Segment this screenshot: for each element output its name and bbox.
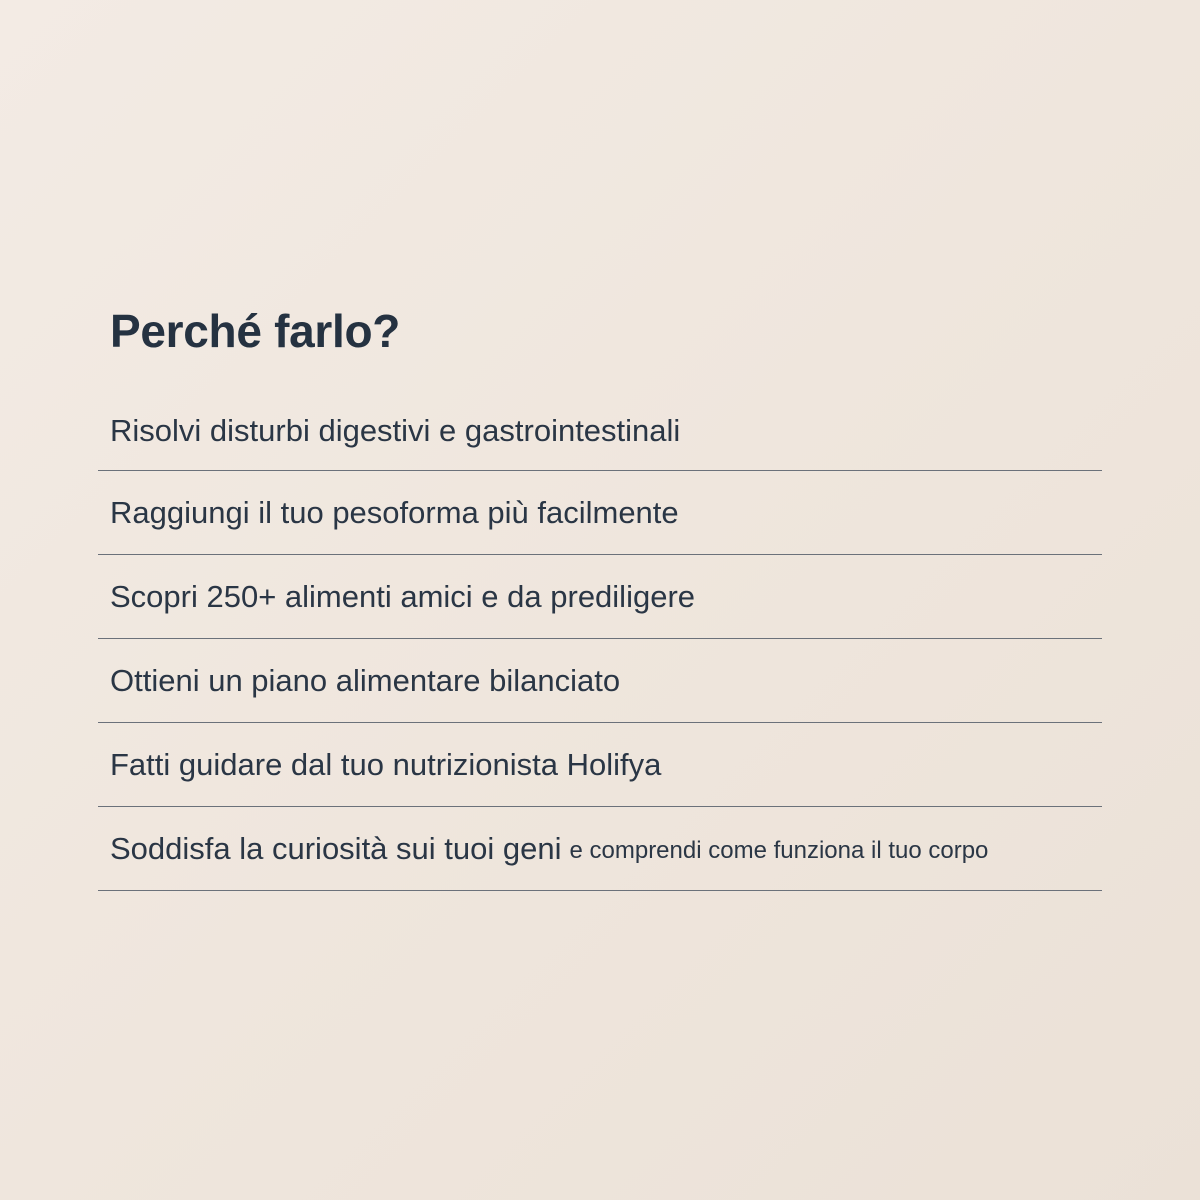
benefit-item-meal-plan <box>98 639 1102 723</box>
section-title: Perché farlo? <box>110 305 401 357</box>
benefit-item-foods <box>98 555 1102 639</box>
benefit-item-digestive <box>98 392 1102 471</box>
benefit-subtext: e comprendi come funziona il tuo corpo <box>569 836 989 864</box>
benefit-text: Ottieni un piano alimentare bilanciato <box>110 662 621 698</box>
benefit-item-genes <box>98 807 1102 891</box>
benefit-item-weight <box>98 471 1102 555</box>
benefit-text: Scopri 250+ alimenti amici e da prediligere <box>110 578 696 614</box>
benefits-section <box>98 300 1102 891</box>
benefit-text: Fatti guidare dal tuo nutrizionista Holifya <box>110 746 662 782</box>
benefit-item-nutritionist <box>98 723 1102 807</box>
benefit-text: Soddisfa la curiosità sui tuoi geni <box>110 830 562 866</box>
benefits-list <box>98 392 1102 891</box>
benefit-text: Risolvi disturbi digestivi e gastrointestinali <box>110 413 681 448</box>
benefit-text: Raggiungi il tuo pesoforma più facilmente <box>110 494 679 530</box>
